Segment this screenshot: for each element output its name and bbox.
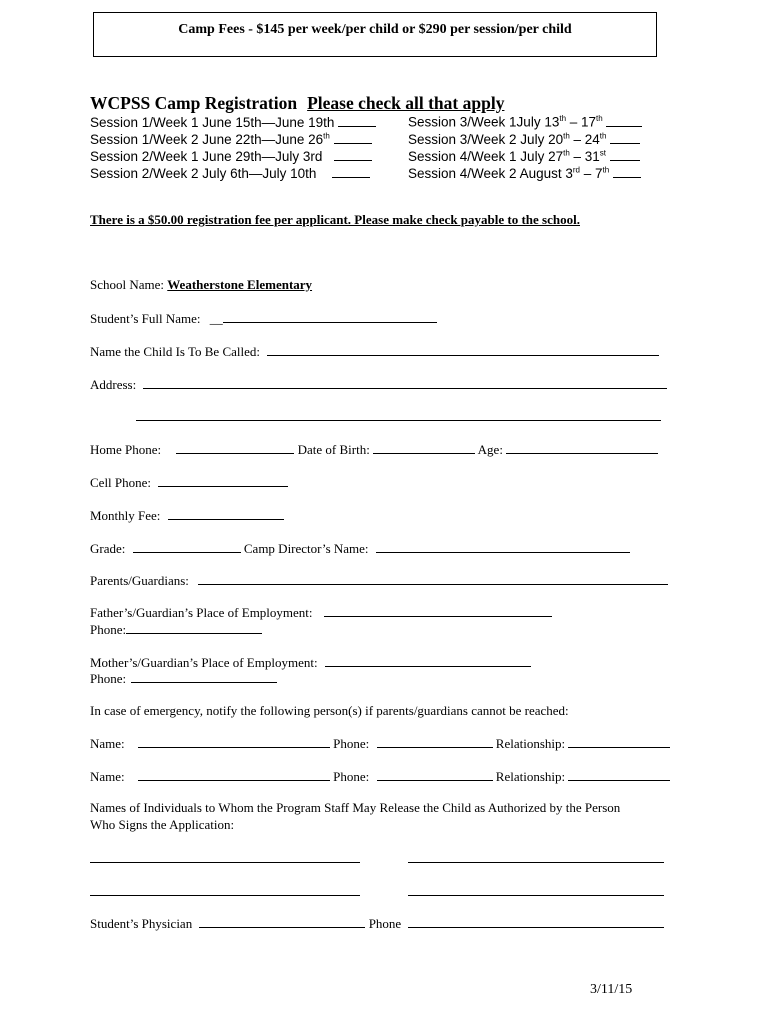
mother-phone-field[interactable] bbox=[131, 670, 277, 683]
director-field[interactable] bbox=[376, 540, 630, 553]
mother-phone-label: Phone: bbox=[90, 671, 127, 686]
monthly-fee-field[interactable] bbox=[168, 507, 284, 520]
physician-label: Student’s Physician bbox=[90, 916, 193, 931]
release-instruction-line-1: Names of Individuals to Whom the Program Staff May Release the Child as Authorized by the Person bbox=[90, 800, 621, 815]
session-4-1: Session 4/Week 1 July 27th – 31st bbox=[408, 148, 640, 164]
physician-field[interactable] bbox=[199, 915, 365, 928]
address-label: Address: bbox=[90, 377, 137, 392]
school-name-value: Weatherstone Elementary bbox=[167, 277, 313, 292]
monthly-fee-label: Monthly Fee: bbox=[90, 508, 161, 523]
cell-phone-row bbox=[90, 474, 288, 491]
release-name-field-4[interactable] bbox=[408, 883, 664, 896]
emergency-name-label: Name: bbox=[90, 769, 125, 784]
mother-phone-row bbox=[90, 670, 277, 687]
age-field[interactable] bbox=[506, 441, 658, 454]
mother-employment-field[interactable] bbox=[325, 654, 531, 667]
grade-field[interactable] bbox=[133, 540, 241, 553]
session-3-2-checkline[interactable] bbox=[610, 131, 640, 144]
camp-fees-box bbox=[93, 12, 657, 57]
emergency-name-label: Name: bbox=[90, 736, 125, 751]
grade-row bbox=[90, 540, 630, 557]
session-1-1: Session 1/Week 1 June 15th—June 19th bbox=[90, 114, 376, 130]
father-phone-label: Phone: bbox=[90, 622, 127, 637]
father-employment-row bbox=[90, 604, 552, 621]
student-name-label: Student’s Full Name: bbox=[90, 311, 201, 326]
father-employment-field[interactable] bbox=[324, 604, 552, 617]
address-field-2[interactable] bbox=[136, 408, 661, 421]
release-name-field-1[interactable] bbox=[90, 850, 360, 863]
age-label: Age: bbox=[477, 442, 503, 457]
form-title bbox=[90, 93, 504, 114]
called-name-row bbox=[90, 343, 659, 360]
session-3-1: Session 3/Week 1July 13th – 17th bbox=[408, 114, 642, 130]
student-name-row: Student’s Full Name: __ bbox=[90, 310, 437, 327]
address-field-1[interactable] bbox=[143, 376, 667, 389]
camp-fees-text: Camp Fees - $145 per week/per child or $290 per session/per child bbox=[178, 22, 572, 37]
session-4-2-checkline[interactable] bbox=[613, 165, 641, 178]
registration-fee-notice: There is a $50.00 registration fee per applicant. Please make check payable to the school. bbox=[90, 212, 580, 227]
cell-phone-field[interactable] bbox=[158, 474, 288, 487]
emergency-phone-label: Phone: bbox=[333, 769, 370, 784]
monthly-fee-row bbox=[90, 507, 284, 524]
session-3-2: Session 3/Week 2 July 20th – 24th bbox=[408, 131, 640, 147]
emergency-contact-2 bbox=[90, 768, 670, 785]
emergency-phone-field-2[interactable] bbox=[377, 768, 493, 781]
parents-label: Parents/Guardians: bbox=[90, 573, 189, 588]
release-name-field-3[interactable] bbox=[90, 883, 360, 896]
home-phone-label: Home Phone: bbox=[90, 442, 162, 457]
called-name-field[interactable] bbox=[267, 343, 659, 356]
emergency-phone-label: Phone: bbox=[333, 736, 370, 751]
father-phone-field[interactable] bbox=[126, 621, 262, 634]
emergency-phone-field-1[interactable] bbox=[377, 735, 493, 748]
physician-phone-label: Phone bbox=[368, 916, 402, 931]
home-phone-row bbox=[90, 441, 658, 458]
session-1-1-checkline[interactable] bbox=[338, 114, 376, 127]
session-2-2: Session 2/Week 2 July 6th—July 10th bbox=[90, 165, 370, 181]
session-1-2-checkline[interactable] bbox=[334, 131, 372, 144]
emergency-relationship-field-2[interactable] bbox=[568, 768, 670, 781]
session-4-2: Session 4/Week 2 August 3rd – 7th bbox=[408, 165, 641, 181]
title-instruction: Please check all that apply bbox=[307, 93, 505, 113]
form-date: 3/11/15 bbox=[590, 982, 633, 997]
mother-employment-row bbox=[90, 654, 531, 671]
called-name-label: Name the Child Is To Be Called: bbox=[90, 344, 260, 359]
school-name-label: School Name: bbox=[90, 277, 165, 292]
release-instruction-line-2: Who Signs the Application: bbox=[90, 817, 235, 832]
dob-field[interactable] bbox=[373, 441, 475, 454]
session-2-2-checkline[interactable] bbox=[332, 165, 370, 178]
grade-label: Grade: bbox=[90, 541, 126, 556]
parents-field[interactable] bbox=[198, 572, 668, 585]
dob-label: Date of Birth: bbox=[297, 442, 370, 457]
address-row bbox=[90, 376, 667, 393]
emergency-instruction: In case of emergency, notify the following person(s) if parents/guardians cannot be reached: bbox=[90, 703, 569, 718]
school-name-row bbox=[90, 277, 312, 293]
cell-phone-label: Cell Phone: bbox=[90, 475, 152, 490]
physician-row bbox=[90, 915, 664, 932]
parents-row bbox=[90, 572, 668, 589]
director-label: Camp Director’s Name: bbox=[243, 541, 369, 556]
release-name-field-2[interactable] bbox=[408, 850, 664, 863]
father-phone-row bbox=[90, 621, 262, 638]
session-3-1-checkline[interactable] bbox=[606, 118, 642, 127]
emergency-name-field-1[interactable] bbox=[138, 735, 330, 748]
student-name-field[interactable] bbox=[223, 310, 437, 323]
emergency-name-field-2[interactable] bbox=[138, 768, 330, 781]
session-1-2: Session 1/Week 2 June 22th—June 26th bbox=[90, 131, 372, 147]
session-2-1-checkline[interactable] bbox=[334, 148, 372, 161]
mother-employment-label: Mother’s/Guardian’s Place of Employment: bbox=[90, 655, 318, 670]
emergency-relationship-field-1[interactable] bbox=[568, 735, 670, 748]
father-employment-label: Father’s/Guardian’s Place of Employment: bbox=[90, 605, 313, 620]
title-text: WCPSS Camp Registration bbox=[90, 93, 298, 113]
session-2-1: Session 2/Week 1 June 29th—July 3rd bbox=[90, 148, 372, 164]
physician-phone-field[interactable] bbox=[408, 915, 664, 928]
emergency-relationship-label: Relationship: bbox=[495, 769, 566, 784]
emergency-relationship-label: Relationship: bbox=[495, 736, 566, 751]
home-phone-field[interactable] bbox=[176, 441, 294, 454]
emergency-contact-1 bbox=[90, 735, 670, 752]
session-4-1-checkline[interactable] bbox=[610, 148, 640, 161]
